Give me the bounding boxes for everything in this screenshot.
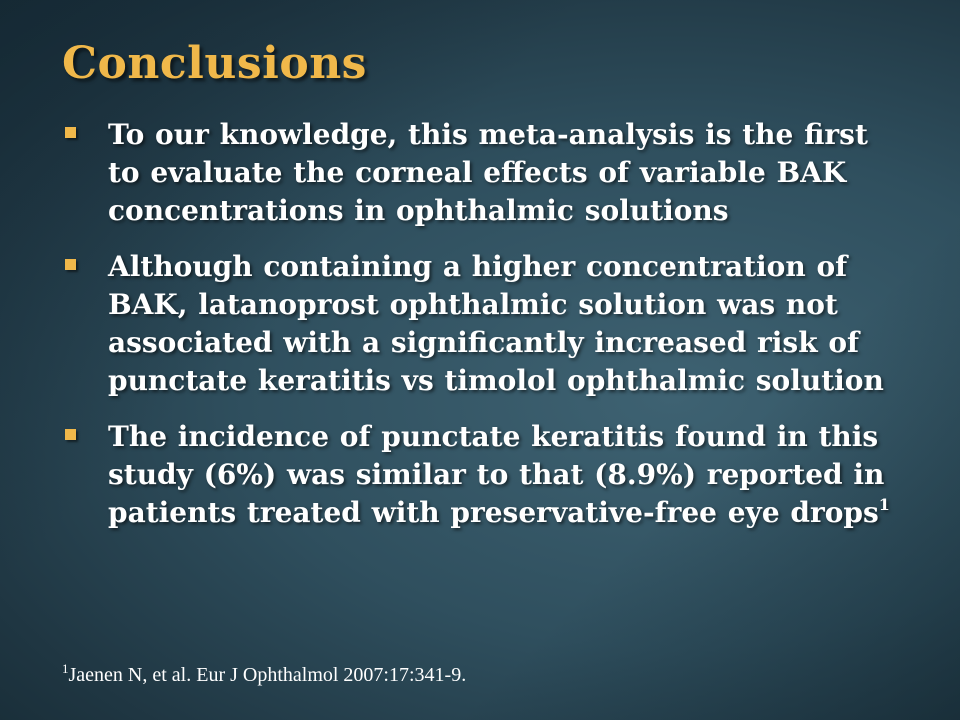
footnote-marker: 1 — [62, 661, 69, 676]
bullet-text: The incidence of punctate keratitis found in this study (6%) was similar to that (8.9%) reported in patients treated with preservative-free eye drops — [108, 420, 885, 529]
footnote-reference: 1 — [878, 495, 890, 514]
bullet-item — [62, 418, 892, 532]
slide-title: Conclusions — [62, 38, 367, 89]
square-bullet-icon — [65, 127, 76, 138]
footnote — [62, 661, 467, 687]
bullet-item — [62, 248, 892, 400]
square-bullet-icon — [65, 259, 76, 270]
bullet-item — [62, 116, 892, 230]
bullet-text: To our knowledge, this meta-analysis is the first to evaluate the corneal effects of variable BAK concentrations in ophthalmic solutions — [108, 118, 868, 227]
bullet-list — [62, 116, 892, 550]
bullet-text: Although containing a higher concentration of BAK, latanoprost ophthalmic solution was not associated with a significantly increased risk of punctate keratitis vs timolol ophthalmic solution — [108, 250, 884, 397]
square-bullet-icon — [65, 429, 76, 440]
footnote-text: Jaenen N, et al. Eur J Ophthalmol 2007:17:341-9. — [68, 664, 467, 686]
